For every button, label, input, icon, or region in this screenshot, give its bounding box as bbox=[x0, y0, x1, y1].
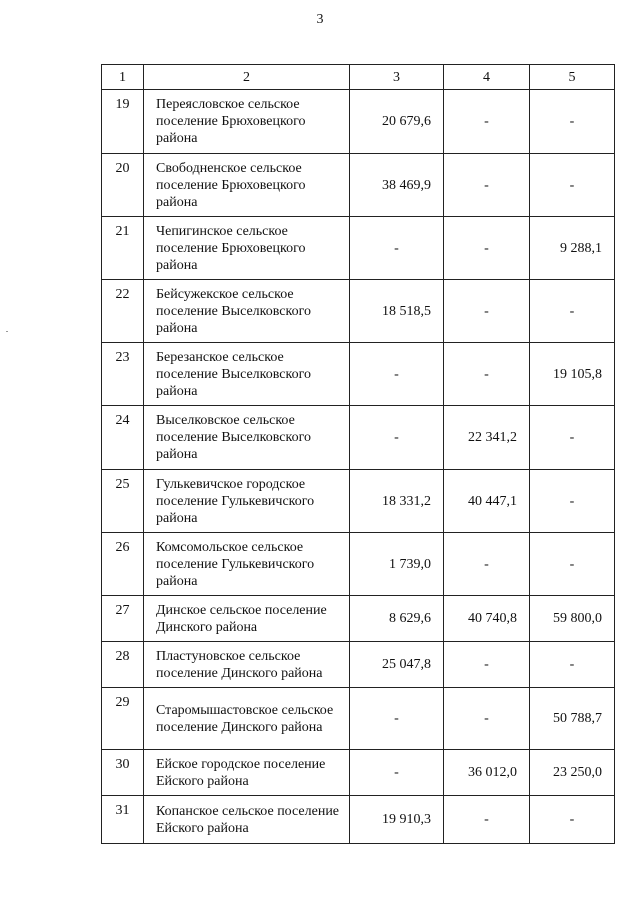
table-row bbox=[102, 796, 615, 844]
table-row bbox=[102, 642, 615, 688]
table-row bbox=[102, 217, 615, 280]
settlement-name: Пластуновское сельское поселение Динского района bbox=[144, 642, 350, 688]
header-cell: 5 bbox=[530, 65, 615, 90]
header-cell: 2 bbox=[144, 65, 350, 90]
settlement-name: Ейское городское поселение Ейского района bbox=[144, 750, 350, 796]
header-cell: 4 bbox=[444, 65, 530, 90]
value-col4: - bbox=[444, 642, 530, 688]
value-col4: 40 740,8 bbox=[444, 596, 530, 642]
page-number: 3 bbox=[316, 12, 324, 27]
settlement-name: Свободненское сельское поселение Брюховецкого района bbox=[144, 154, 350, 217]
settlement-name: Старомышастовское сельское поселение Динского района bbox=[144, 688, 350, 750]
value-col3: 18 518,5 bbox=[350, 280, 444, 343]
row-number: 23 bbox=[102, 343, 144, 406]
value-col4: 36 012,0 bbox=[444, 750, 530, 796]
settlement-name: Чепигинское сельское поселение Брюховецкого района bbox=[144, 217, 350, 280]
value-col3: - bbox=[350, 406, 444, 470]
value-col3: 18 331,2 bbox=[350, 470, 444, 533]
row-number: 31 bbox=[102, 796, 144, 844]
table-row bbox=[102, 154, 615, 217]
value-col4: - bbox=[444, 796, 530, 844]
value-col5: 59 800,0 bbox=[530, 596, 615, 642]
value-col4: - bbox=[444, 90, 530, 154]
row-number: 26 bbox=[102, 533, 144, 596]
value-col5: 9 288,1 bbox=[530, 217, 615, 280]
header-cell: 3 bbox=[350, 65, 444, 90]
value-col3: 8 629,6 bbox=[350, 596, 444, 642]
value-col5: - bbox=[530, 280, 615, 343]
row-number: 20 bbox=[102, 154, 144, 217]
table-row bbox=[102, 90, 615, 154]
value-col5: - bbox=[530, 154, 615, 217]
value-col5: - bbox=[530, 90, 615, 154]
value-col3: - bbox=[350, 343, 444, 406]
table-row bbox=[102, 750, 615, 796]
value-col3: - bbox=[350, 688, 444, 750]
table-row bbox=[102, 343, 615, 406]
value-col5: - bbox=[530, 406, 615, 470]
value-col4: 40 447,1 bbox=[444, 470, 530, 533]
settlement-name: Динское сельское поселение Динского района bbox=[144, 596, 350, 642]
value-col4: - bbox=[444, 688, 530, 750]
row-number: 27 bbox=[102, 596, 144, 642]
table-row bbox=[102, 533, 615, 596]
value-col5: - bbox=[530, 796, 615, 844]
value-col3: - bbox=[350, 750, 444, 796]
settlement-name: Гулькевичское городское поселение Гулькевичского района bbox=[144, 470, 350, 533]
value-col5: - bbox=[530, 470, 615, 533]
settlement-name: Бейсужекское сельское поселение Выселковского района bbox=[144, 280, 350, 343]
data-table bbox=[101, 64, 615, 844]
row-number: 22 bbox=[102, 280, 144, 343]
settlement-name: Выселковское сельское поселение Выселковского района bbox=[144, 406, 350, 470]
value-col4: - bbox=[444, 533, 530, 596]
value-col4: - bbox=[444, 154, 530, 217]
value-col3: - bbox=[350, 217, 444, 280]
row-number: 29 bbox=[102, 688, 144, 750]
value-col5: - bbox=[530, 533, 615, 596]
value-col4: 22 341,2 bbox=[444, 406, 530, 470]
table-row bbox=[102, 406, 615, 470]
header-cell: 1 bbox=[102, 65, 144, 90]
table-row bbox=[102, 688, 615, 750]
value-col3: 1 739,0 bbox=[350, 533, 444, 596]
settlement-name: Комсомольское сельское поселение Гулькевичского района bbox=[144, 533, 350, 596]
value-col3: 25 047,8 bbox=[350, 642, 444, 688]
row-number: 30 bbox=[102, 750, 144, 796]
settlement-name: Копанское сельское поселение Ейского района bbox=[144, 796, 350, 844]
table-row bbox=[102, 596, 615, 642]
table-row bbox=[102, 470, 615, 533]
margin-mark bbox=[6, 331, 8, 332]
value-col3: 20 679,6 bbox=[350, 90, 444, 154]
value-col5: 50 788,7 bbox=[530, 688, 615, 750]
value-col3: 19 910,3 bbox=[350, 796, 444, 844]
row-number: 25 bbox=[102, 470, 144, 533]
value-col4: - bbox=[444, 343, 530, 406]
settlement-name: Переясловское сельское поселение Брюховецкого района bbox=[144, 90, 350, 154]
header-row bbox=[102, 65, 615, 90]
value-col5: 23 250,0 bbox=[530, 750, 615, 796]
value-col4: - bbox=[444, 280, 530, 343]
table-row bbox=[102, 280, 615, 343]
row-number: 19 bbox=[102, 90, 144, 154]
row-number: 28 bbox=[102, 642, 144, 688]
value-col5: 19 105,8 bbox=[530, 343, 615, 406]
settlement-name: Березанское сельское поселение Выселковского района bbox=[144, 343, 350, 406]
value-col3: 38 469,9 bbox=[350, 154, 444, 217]
value-col5: - bbox=[530, 642, 615, 688]
value-col4: - bbox=[444, 217, 530, 280]
row-number: 21 bbox=[102, 217, 144, 280]
row-number: 24 bbox=[102, 406, 144, 470]
